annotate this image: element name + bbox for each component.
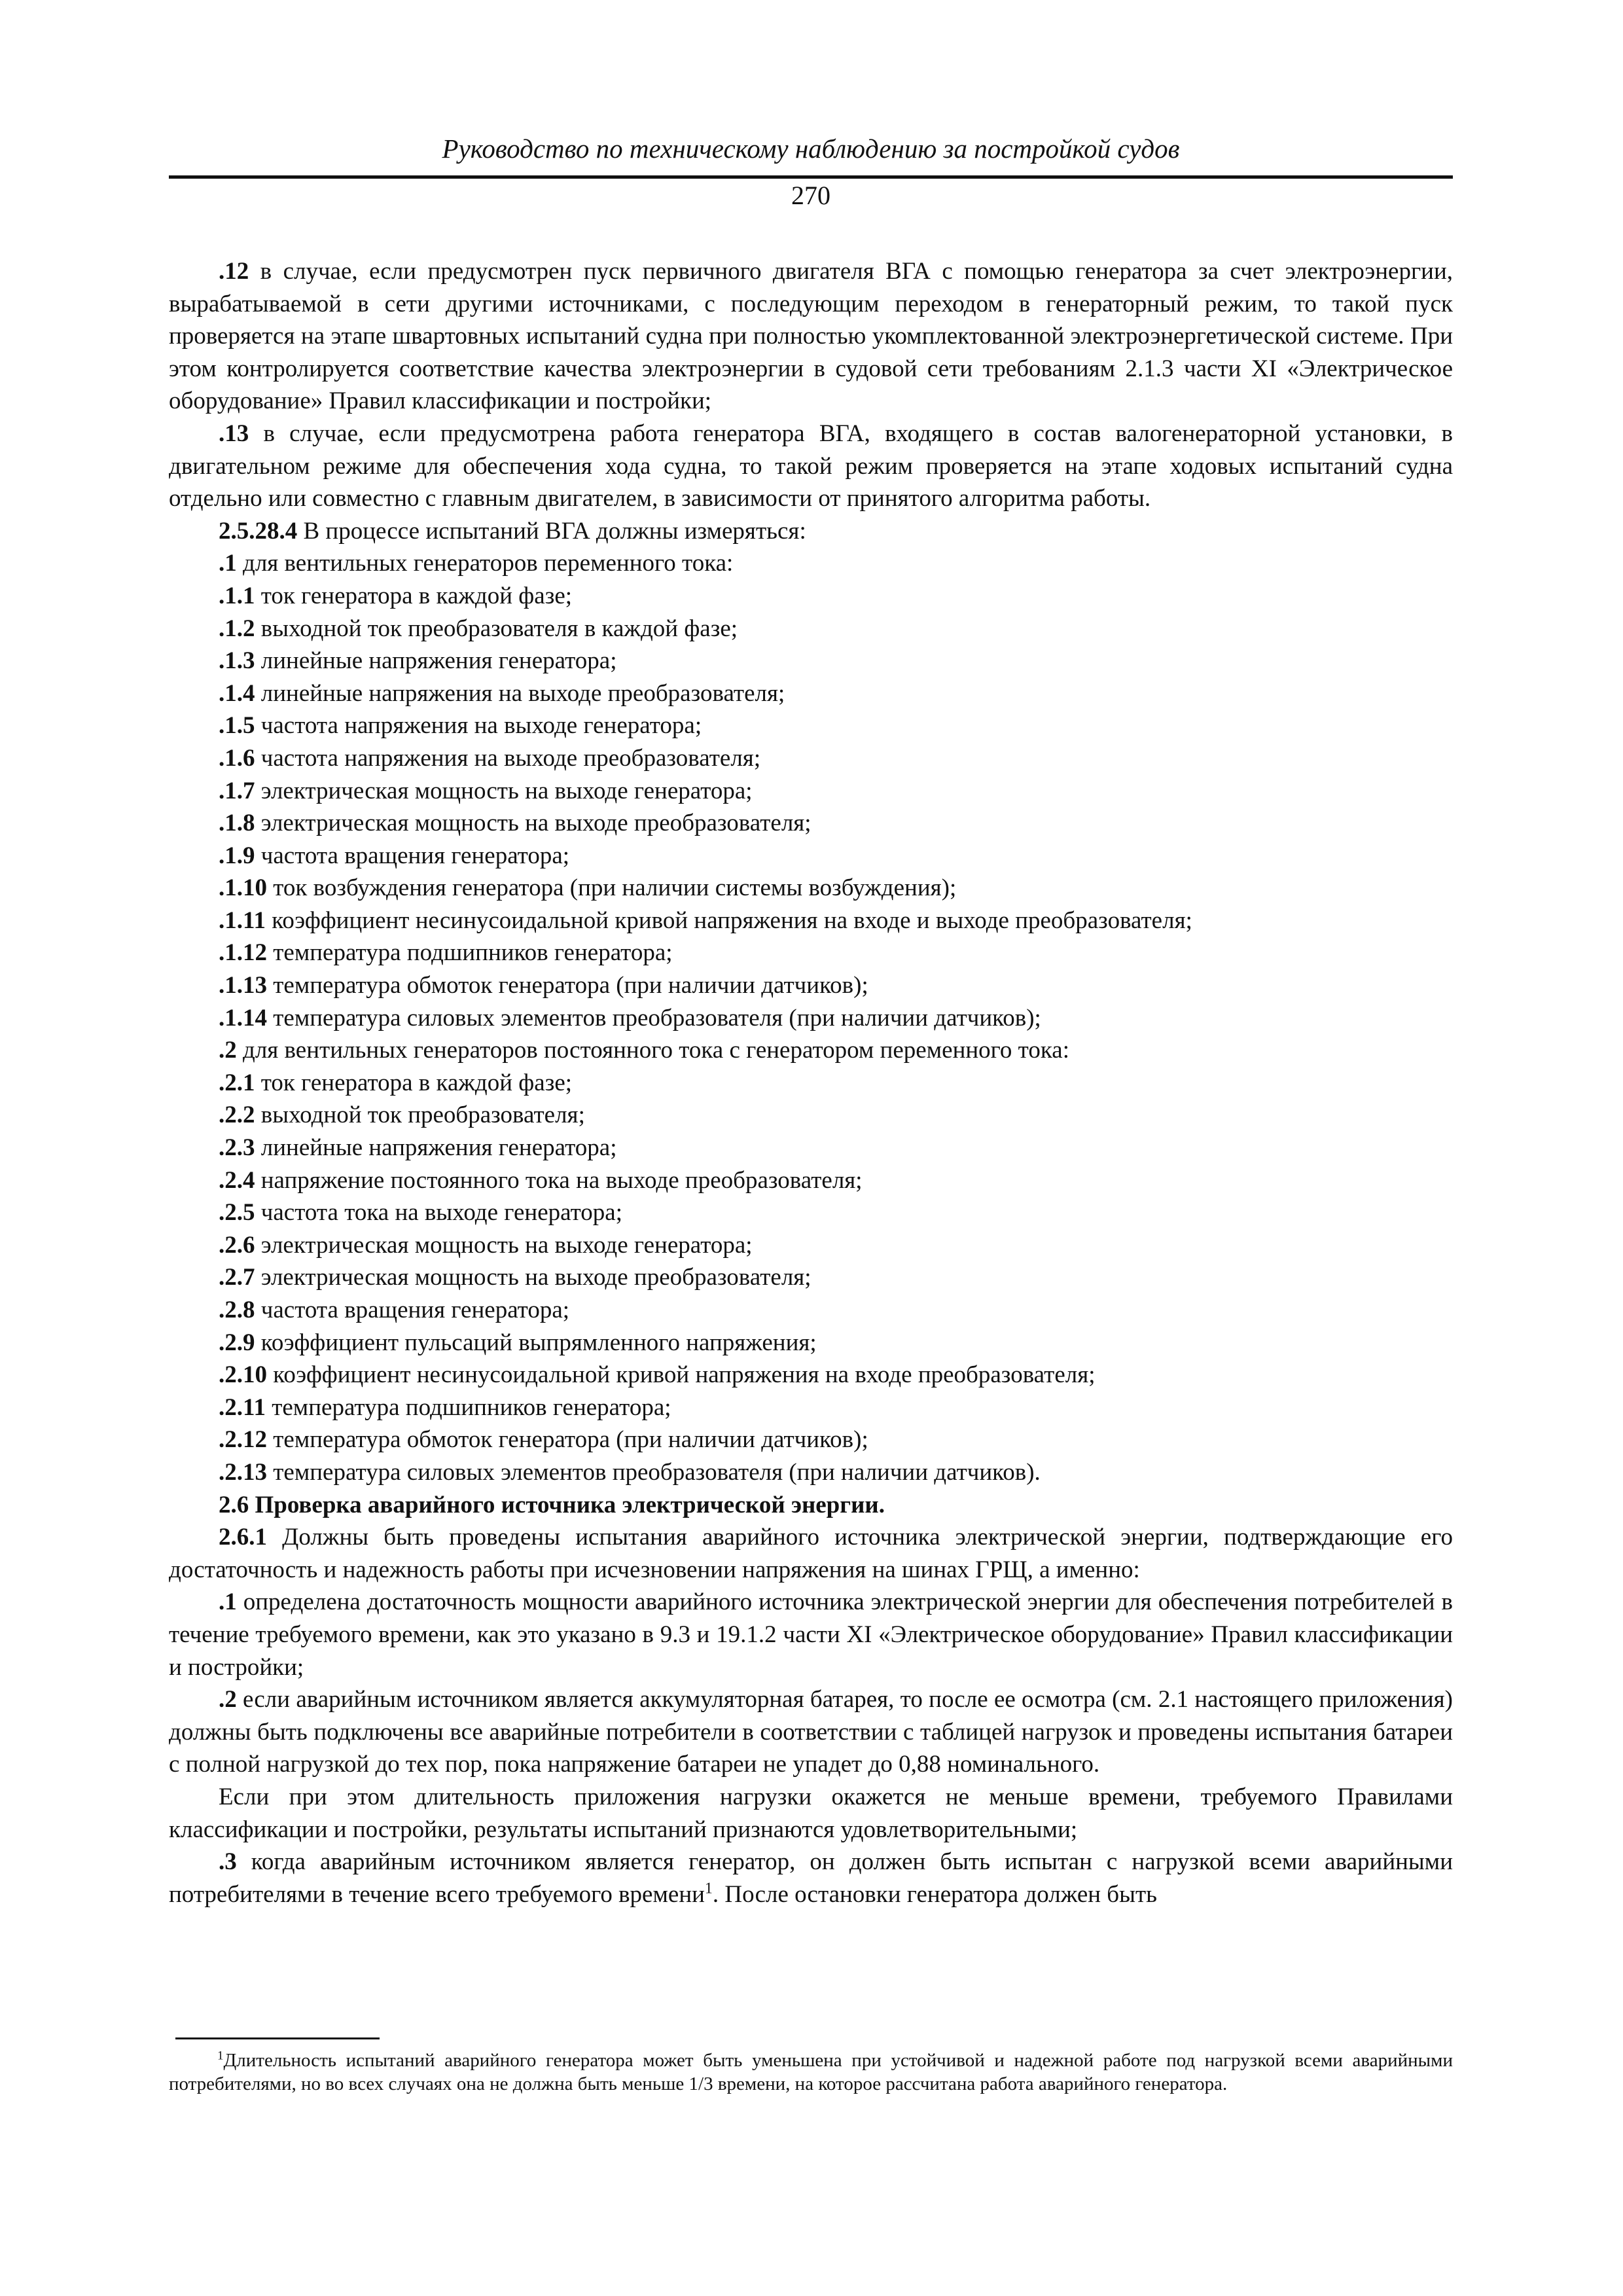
paragraph bbox=[169, 418, 1453, 515]
list-item bbox=[169, 1196, 1453, 1229]
page-number: 270 bbox=[791, 181, 830, 210]
clause-text: температура силовых элементов преобразователя (при наличии датчиков); bbox=[267, 1004, 1041, 1031]
list-item bbox=[169, 515, 1453, 548]
clause-number: 2.5.28.4 bbox=[219, 517, 298, 545]
clause-number: .2.12 bbox=[219, 1426, 267, 1454]
clause-text: частота тока на выходе генератора; bbox=[255, 1199, 622, 1227]
list-item bbox=[169, 1229, 1453, 1262]
clause-number: 2.6.1 bbox=[219, 1524, 267, 1551]
clause-text-tail: . После остановки генератора должен быть bbox=[712, 1880, 1158, 1908]
clause-text: электрическая мощность на выходе генератора; bbox=[255, 777, 753, 804]
clause-number: .1.4 bbox=[219, 679, 255, 707]
clause-number: .2.6 bbox=[219, 1231, 255, 1259]
list-item bbox=[169, 1424, 1453, 1456]
clause-number: .1.7 bbox=[219, 777, 255, 804]
clause-text: ток генератора в каждой фазе; bbox=[255, 582, 573, 609]
list-item bbox=[169, 1359, 1453, 1391]
list-item bbox=[169, 872, 1453, 905]
clause-text: Должны быть проведены испытания аварийного источника электрической энергии, подтверждающие его достаточность и надежность работы при исчезновении напряжения на шинах ГРЩ, а именно: bbox=[169, 1524, 1453, 1583]
paragraph bbox=[169, 1521, 1453, 1586]
clause-text: выходной ток преобразователя в каждой фазе; bbox=[255, 615, 738, 642]
list-item bbox=[169, 807, 1453, 840]
running-title: Руководство по техническому наблюдению за постройкой судов bbox=[442, 134, 1180, 164]
clause-number: .1.5 bbox=[219, 712, 255, 740]
clause-number: .3 bbox=[219, 1848, 237, 1876]
clause-text: линейные напряжения генератора; bbox=[255, 1134, 617, 1162]
list-item bbox=[169, 1002, 1453, 1035]
section-heading bbox=[169, 1489, 1453, 1522]
clause-number: .1 bbox=[219, 1588, 237, 1616]
paragraph bbox=[169, 1586, 1453, 1683]
clause-number: .1.1 bbox=[219, 582, 255, 609]
clause-number: .2.5 bbox=[219, 1199, 255, 1227]
list-item bbox=[169, 1261, 1453, 1294]
clause-number: .2 bbox=[219, 1686, 237, 1713]
list-item bbox=[169, 1164, 1453, 1197]
list-item bbox=[169, 547, 1453, 580]
clause-text: температура силовых элементов преобразователя (при наличии датчиков). bbox=[267, 1458, 1041, 1486]
list-item bbox=[169, 775, 1453, 808]
clause-text: частота напряжения на выходе генератора; bbox=[255, 712, 702, 740]
clause-number: .2.3 bbox=[219, 1134, 255, 1162]
clause-text: температура подшипников генератора; bbox=[267, 939, 673, 967]
footnote-reference: 1 bbox=[704, 1880, 713, 1897]
clause-number: .1.8 bbox=[219, 810, 255, 837]
list-item bbox=[169, 905, 1453, 937]
clause-number: .2.13 bbox=[219, 1458, 267, 1486]
clause-number: .1.6 bbox=[219, 744, 255, 772]
clause-number: .2.8 bbox=[219, 1297, 255, 1323]
clause-text: частота вращения генератора; bbox=[255, 1297, 570, 1323]
clause-number: .2.10 bbox=[219, 1361, 267, 1389]
clause-number: .2.11 bbox=[219, 1393, 266, 1421]
clause-text: ток возбуждения генератора (при наличии системы возбуждения); bbox=[267, 874, 957, 902]
list-item bbox=[169, 1099, 1453, 1132]
clause-number: .1.13 bbox=[219, 972, 267, 999]
clause-text: коэффициент несинусоидальной кривой напряжения на входе и выходе преобразователя; bbox=[265, 906, 1192, 934]
footnote-marker: 1 bbox=[217, 2049, 224, 2063]
list-item bbox=[169, 1456, 1453, 1489]
clause-text: напряжение постоянного тока на выходе преобразователя; bbox=[255, 1166, 863, 1194]
list-item bbox=[169, 677, 1453, 710]
clause-text: температура обмоток генератора (при наличии датчиков); bbox=[267, 972, 868, 999]
list-item bbox=[169, 1391, 1453, 1424]
clause-number: .2.2 bbox=[219, 1102, 255, 1129]
footnote-rule bbox=[175, 2037, 380, 2039]
clause-text: электрическая мощность на выходе преобразователя; bbox=[255, 1264, 812, 1291]
clause-number: .1.14 bbox=[219, 1004, 267, 1031]
footnote-text: Длительность испытаний аварийного генератора может быть уменьшена при устойчивой и надежной работе под нагрузкой всеми аварийными потребителями, но во всех случаях она не должна быть меньше 1/3 времени, на которое рассчитана работа аварийного генератора. bbox=[169, 2050, 1453, 2094]
clause-number: .1.2 bbox=[219, 615, 255, 642]
list-item bbox=[169, 742, 1453, 775]
header-rule bbox=[169, 175, 1453, 179]
clause-text: коэффициент несинусоидальной кривой напряжения на входе преобразователя; bbox=[267, 1361, 1096, 1389]
list-item bbox=[169, 1034, 1453, 1067]
list-item bbox=[169, 709, 1453, 742]
paragraph bbox=[169, 1781, 1453, 1846]
clause-text: выходной ток преобразователя; bbox=[255, 1102, 585, 1129]
clause-number: .2.7 bbox=[219, 1264, 255, 1291]
clause-text: когда аварийным источником является генератор, он должен быть испытан с нагрузкой всеми аварийными потребителями в течение всего требуемого времени bbox=[169, 1848, 1453, 1908]
clause-text: частота напряжения на выходе преобразователя; bbox=[255, 744, 761, 772]
paragraph bbox=[169, 1683, 1453, 1781]
clause-text: частота вращения генератора; bbox=[255, 842, 570, 869]
clause-text: линейные напряжения на выходе преобразователя; bbox=[255, 679, 785, 707]
clause-text: В процессе испытаний ВГА должны измеряться: bbox=[297, 517, 806, 545]
clause-number: .13 bbox=[219, 420, 249, 447]
list-item bbox=[169, 1132, 1453, 1164]
clause-number: .1.11 bbox=[219, 906, 266, 934]
clause-number: .1.12 bbox=[219, 939, 267, 967]
clause-number: .2.9 bbox=[219, 1329, 255, 1356]
footnote bbox=[169, 2049, 1453, 2096]
clause-text: температура обмоток генератора (при наличии датчиков); bbox=[267, 1426, 868, 1454]
clause-text: в случае, если предусмотрен пуск первичного двигателя ВГА с помощью генератора за счет электроэнергии, вырабатываемой в сети другими источниками, с последующим переходом в генераторный режим, то такой пуск проверяется на этапе швартовных испытаний судна при полностью укомплектованной электроэнергетической системе. При этом контролируется соответствие качества электроэнергии в судовой сети требованиям 2.1.3 части XI «Электрическое оборудование» Правил классификации и постройки; bbox=[169, 258, 1453, 415]
body-text bbox=[169, 255, 1453, 1910]
clause-number: .1.3 bbox=[219, 647, 255, 675]
list-item bbox=[169, 937, 1453, 969]
list-item bbox=[169, 1294, 1453, 1327]
clause-text: электрическая мощность на выходе генератора; bbox=[255, 1231, 753, 1259]
clause-text: температура подшипников генератора; bbox=[265, 1393, 671, 1421]
clause-text: Если при этом длительность приложения нагрузки окажется не меньше времени, требуемого Правилами классификации и постройки, результаты испытаний признаются удовлетворительными; bbox=[169, 1783, 1453, 1843]
clause-text: коэффициент пульсаций выпрямленного напряжения; bbox=[255, 1329, 817, 1356]
clause-text: ток генератора в каждой фазе; bbox=[255, 1069, 573, 1096]
clause-text: в случае, если предусмотрена работа генератора ВГА, входящего в состав валогенераторной установки, в двигательном режиме для обеспечения хода судна, то такой режим проверяется на этапе ходовых испытаний судна отдельно или совместно с главным двигателем, в зависимости от принятого алгоритма работы. bbox=[169, 420, 1453, 512]
clause-number: .2 bbox=[219, 1037, 237, 1064]
clause-text: для вентильных генераторов переменного тока: bbox=[236, 550, 734, 577]
list-item bbox=[169, 613, 1453, 645]
clause-text: 2.6 Проверка аварийного источника электрической энергии. bbox=[219, 1491, 885, 1518]
list-item bbox=[169, 580, 1453, 613]
clause-number: .1 bbox=[219, 550, 237, 577]
paragraph bbox=[169, 1846, 1453, 1910]
list-item bbox=[169, 1327, 1453, 1359]
clause-number: .1.10 bbox=[219, 874, 267, 902]
clause-text: для вентильных генераторов постоянного тока с генератором переменного тока: bbox=[236, 1037, 1069, 1064]
list-item bbox=[169, 645, 1453, 677]
list-item bbox=[169, 969, 1453, 1002]
clause-text: определена достаточность мощности аварийного источника электрической энергии для обеспечения потребителей в течение требуемого времени, как это указано в 9.3 и 19.1.2 части XI «Электрическое оборудование» Правил классификации и постройки; bbox=[169, 1588, 1453, 1681]
clause-text: линейные напряжения генератора; bbox=[255, 647, 617, 675]
clause-number: .12 bbox=[219, 258, 249, 285]
clause-text: если аварийным источником является аккумуляторная батарея, то после ее осмотра (см. 2.1 настоящего приложения) должны быть подключены все аварийные потребители в соответствии с таблицей нагрузок и проведены испытания батареи с полной нагрузкой до тех пор, пока напряжение батареи не упадет до 0,88 номинального. bbox=[169, 1686, 1453, 1778]
clause-text: электрическая мощность на выходе преобразователя; bbox=[255, 810, 812, 837]
list-item bbox=[169, 840, 1453, 872]
paragraph bbox=[169, 255, 1453, 418]
clause-number: .1.9 bbox=[219, 842, 255, 869]
clause-number: .2.1 bbox=[219, 1069, 255, 1096]
list-item bbox=[169, 1067, 1453, 1100]
clause-number: .2.4 bbox=[219, 1166, 255, 1194]
